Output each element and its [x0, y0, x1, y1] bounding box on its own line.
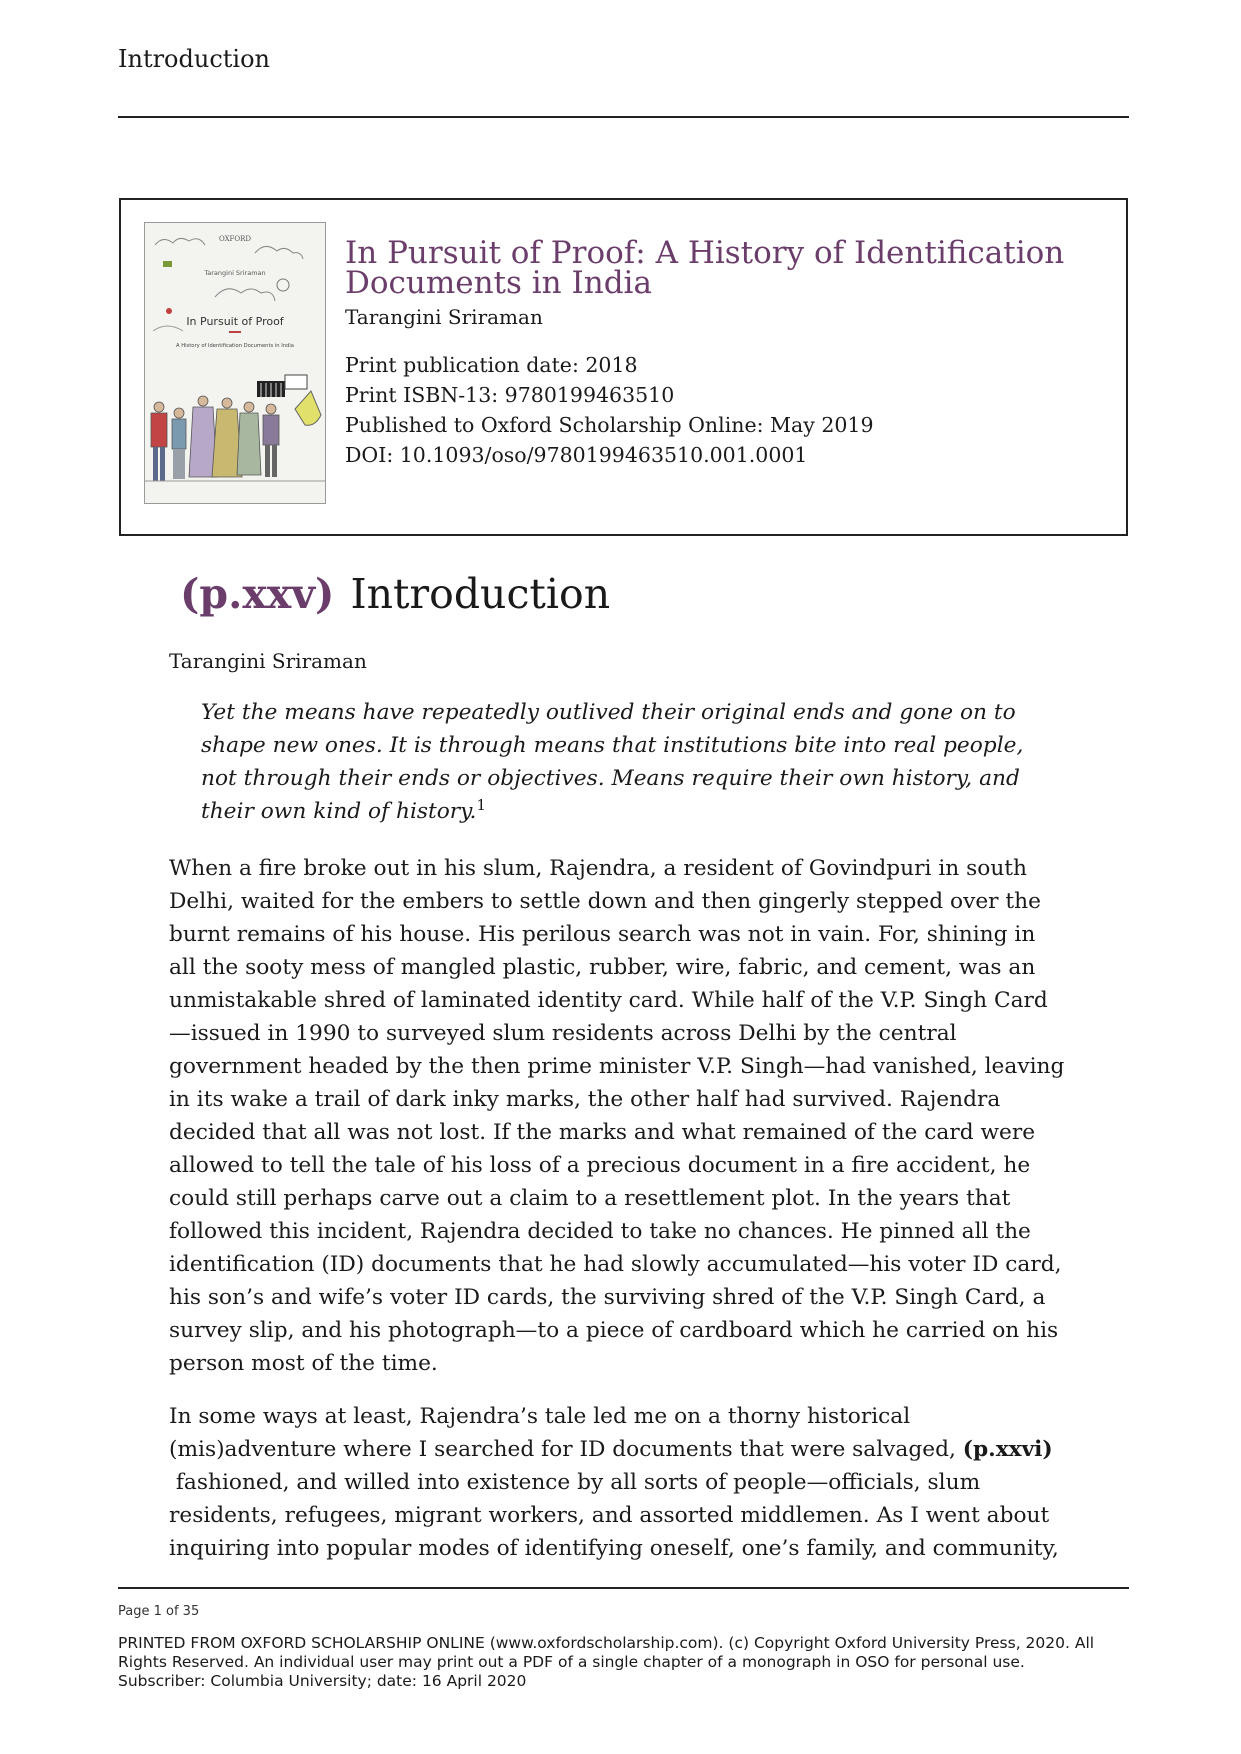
- book-cover-image: [144, 222, 326, 504]
- doi[interactable]: DOI: 10.1093/oso/9780199463510.001.0001: [345, 443, 808, 467]
- footnote-ref[interactable]: 1: [476, 796, 486, 814]
- cover-flag-icon: [163, 261, 172, 267]
- epigraph: [201, 696, 1061, 828]
- epigraph-last-text: their own kind of history.: [201, 799, 477, 824]
- paragraph-line-text: (mis)adventure where I searched for ID documents that were salvaged,: [169, 1437, 963, 1462]
- paragraph-line: [169, 1433, 1089, 1466]
- cover-subtitle: A History of Identification Documents in India: [176, 343, 294, 349]
- chapter-title: Introduction: [350, 570, 611, 618]
- paragraph-line: survey slip, and his photograph—to a piece of cardboard which he carried on his: [169, 1318, 1059, 1343]
- print-publication-date: Print publication date: 2018: [345, 353, 638, 377]
- online-publication-date: Published to Oxford Scholarship Online: May 2019: [345, 413, 874, 437]
- paragraph-line: decided that all was not lost. If the marks and what remained of the card were: [169, 1120, 1036, 1145]
- body-paragraph-1: [169, 852, 1089, 1380]
- cover-illustration: [145, 223, 325, 503]
- footer-rule: [118, 1587, 1129, 1589]
- paragraph-line: When a fire broke out in his slum, Rajendra, a resident of Govindpuri in south: [169, 856, 1027, 881]
- paragraph-line: allowed to tell the tale of his loss of a precious document in a fire accident, he: [169, 1153, 1031, 1178]
- cover-author: Tarangini Sriraman: [204, 269, 266, 277]
- body-paragraph-2: [169, 1400, 1089, 1565]
- print-isbn: Print ISBN-13: 9780199463510: [345, 383, 675, 407]
- cover-publisher: OXFORD: [218, 235, 252, 243]
- paragraph-line: Delhi, waited for the embers to settle down and then gingerly stepped over the: [169, 889, 1041, 914]
- chapter-heading: [180, 568, 610, 620]
- epigraph-line: [201, 795, 1061, 828]
- book-metadata: [345, 235, 1105, 470]
- paragraph-line: in its wake a trail of dark inky marks, the other half had survived. Rajendra: [169, 1087, 1001, 1112]
- footer-line: PRINTED FROM OXFORD SCHOLARSHIP ONLINE (www.oxfordscholarship.com). (c) Copyright Oxford University Press, 2020. All: [118, 1634, 1095, 1652]
- paragraph-line: government headed by the then prime minister V.P. Singh—had vanished, leaving: [169, 1054, 1065, 1079]
- book-info-box: [119, 198, 1128, 536]
- book-title[interactable]: In Pursuit of Proof: A History of Identification Documents in India: [345, 235, 1065, 301]
- paragraph-line: followed this incident, Rajendra decided to take no chances. He pinned all the: [169, 1219, 1031, 1244]
- paragraph-line: —issued in 1990 to surveyed slum residents across Delhi by the central: [169, 1021, 957, 1046]
- footer-copyright: [118, 1634, 1148, 1691]
- epigraph-line: Yet the means have repeatedly outlived their original ends and gone on to: [201, 700, 1016, 725]
- running-head: Introduction: [118, 45, 270, 73]
- paragraph-line: burnt remains of his house. His perilous search was not in vain. For, shining in: [169, 922, 1036, 947]
- page-number: Page 1 of 35: [118, 1604, 200, 1619]
- footer-line: Rights Reserved. An individual user may print out a PDF of a single chapter of a monograph in OSO for personal use.: [118, 1653, 1025, 1671]
- page-marker: (p.xxv): [180, 570, 335, 618]
- inline-page-marker: (p.xxvi): [962, 1437, 1053, 1462]
- paragraph-line: person most of the time.: [169, 1351, 438, 1376]
- paragraph-line: In some ways at least, Rajendra’s tale led me on a thorny historical: [169, 1404, 911, 1429]
- epigraph-line: not through their ends or objectives. Means require their own history, and: [201, 766, 1020, 791]
- paragraph-line: unmistakable shred of laminated identity card. While half of the V.P. Singh Card: [169, 988, 1048, 1013]
- epigraph-line: shape new ones. It is through means that institutions bite into real people,: [201, 733, 1024, 758]
- paragraph-line: inquiring into popular modes of identifying oneself, one’s family, and community,: [169, 1536, 1059, 1561]
- chapter-author: Tarangini Sriraman: [169, 649, 367, 673]
- paragraph-line: identification (ID) documents that he had slowly accumulated—his voter ID card,: [169, 1252, 1062, 1277]
- book-author: Tarangini Sriraman: [345, 305, 543, 329]
- header-rule: [118, 116, 1129, 118]
- paragraph-line: residents, refugees, migrant workers, and assorted middlemen. As I went about: [169, 1503, 1050, 1528]
- paragraph-line: all the sooty mess of mangled plastic, rubber, wire, fabric, and cement, was an: [169, 955, 1036, 980]
- footer-line: Subscriber: Columbia University; date: 16 April 2020: [118, 1672, 527, 1690]
- paragraph-line: his son’s and wife’s voter ID cards, the surviving shred of the V.P. Singh Card, a: [169, 1285, 1046, 1310]
- paragraph-line: fashioned, and willed into existence by all sorts of people—officials, slum: [169, 1470, 981, 1495]
- paragraph-line: could still perhaps carve out a claim to a resettlement plot. In the years that: [169, 1186, 1011, 1211]
- cover-title: In Pursuit of Proof: [186, 315, 284, 328]
